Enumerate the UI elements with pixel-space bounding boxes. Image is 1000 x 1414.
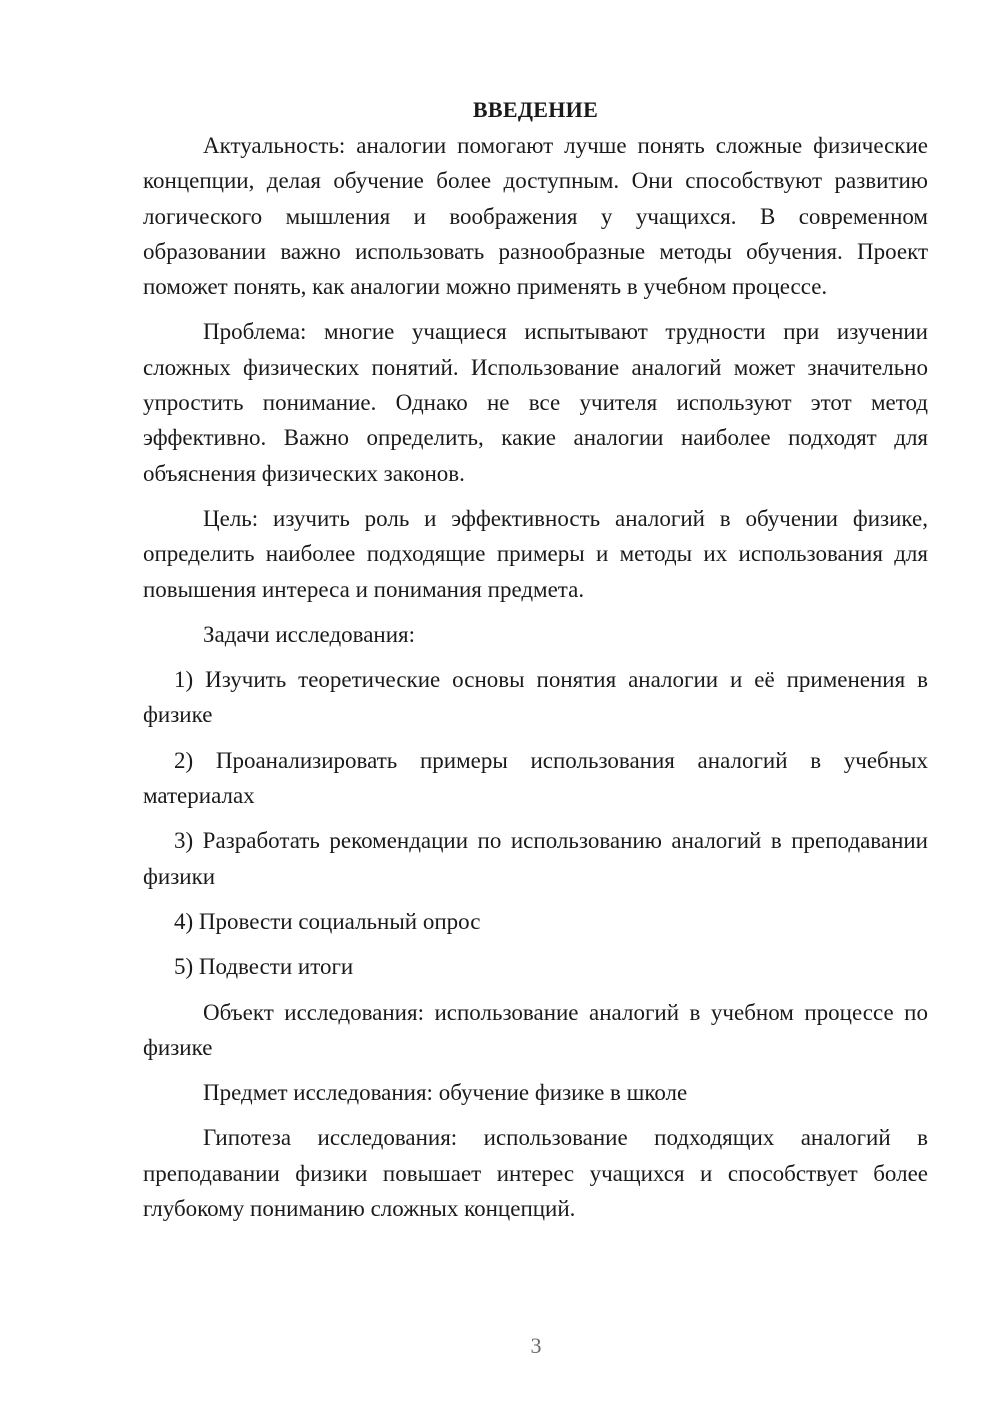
task-item: 4) Провести социальный опрос: [174, 908, 481, 934]
paragraph-goal: Цель: изучить роль и эффективность аналогий в обучении физике, определить наиболее подходящие примеры и методы их использования для повышения интереса и понимания предмета.: [143, 505, 928, 602]
page-content: [143, 92, 928, 1236]
task-item: 5) Подвести итоги: [174, 954, 354, 980]
task-item: 1) Изучить теоретические основы понятия аналогии и её применения в физике: [143, 667, 928, 728]
task-item: 2) Проанализировать примеры использования аналогий в учебных материалах: [143, 747, 928, 809]
task-item: 3) Разработать рекомендации по использованию аналогий в преподавании физики: [143, 828, 928, 889]
paragraph-problem: Проблема: многие учащиеся испытывают трудности при изучении сложных физических понятий. Использование аналогий может значительно упростить понимание. Однако не все учителя используют этот метод эффективно. Важно определить, какие аналогии наиболее подходят для объяснения физических законов.: [143, 319, 928, 486]
tasks-heading: Задачи исследования:: [203, 621, 416, 647]
page-number: 3: [530, 1333, 542, 1358]
paragraph-subject: Предмет исследования: обучение физике в школе: [203, 1080, 688, 1106]
page-title: ВВЕДЕНИЕ: [472, 97, 599, 122]
paragraph-object: Объект исследования: использование аналогий в учебном процессе по физике: [143, 999, 928, 1060]
paragraph-relevance: Актуальность: аналогии помогают лучше понять сложные физические концепции, делая обучение более доступным. Они способствуют развитию логического мышления и воображения у учащихся. В современном образовании важно использовать разнообразные методы обучения. Проект поможет понять, как аналогии можно применять в учебном процессе.: [143, 133, 928, 300]
paragraph-hypothesis: Гипотеза исследования: использование подходящих аналогий в преподавании физики повышает интерес учащихся и способствует более глубокому пониманию сложных концепций.: [143, 1125, 928, 1222]
